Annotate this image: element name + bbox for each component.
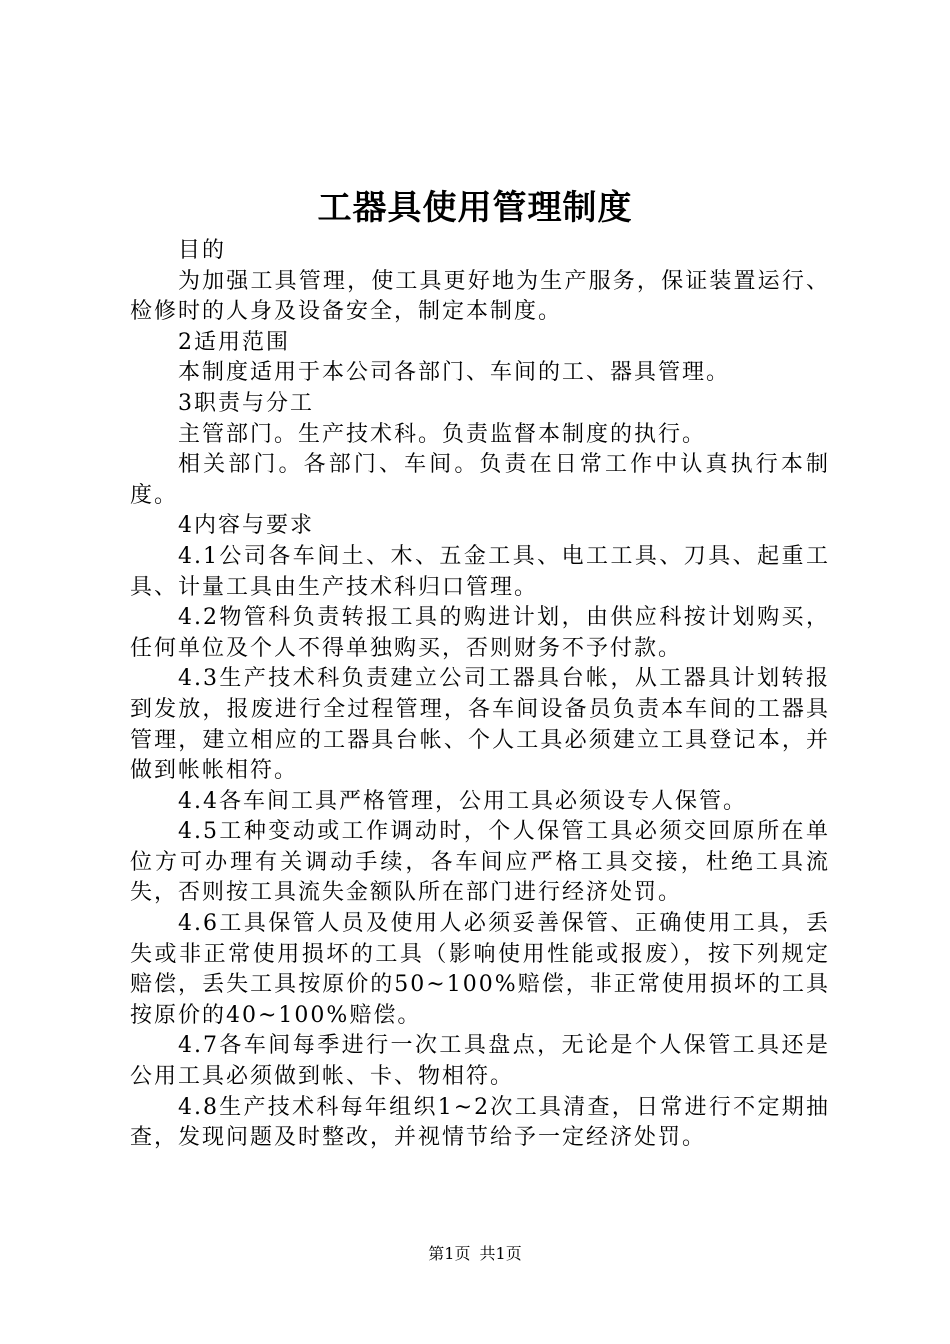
document-title: 工器具使用管理制度 bbox=[317, 188, 633, 228]
paragraph-item-4-6: 4.6工具保管人员及使用人必须妥善保管、正确使用工具，丢失或非正常使用损坏的工具（影响使用性能或报废），按下列规定赔偿，丢失工具按原价的50~100%赔偿，非正常使用损坏的工具按原价的40~100%赔偿。 bbox=[130, 911, 830, 1028]
paragraph-item-4-1: 4.1公司各车间土、木、五金工具、电工工具、刀具、起重工具、计量工具由生产技术科归口管理。 bbox=[130, 543, 830, 600]
paragraph-item-4-8: 4.8生产技术科每年组织1~2次工具清查，日常进行不定期抽查，发现问题及时整改，并视情节给予一定经济处罚。 bbox=[130, 1094, 830, 1151]
paragraph-item-4-5: 4.5工种变动或工作调动时，个人保管工具必须交回原所在单位方可办理有关调动手续，各车间应严格工具交接，杜绝工具流失，否则按工具流失金额队所在部门进行经济处罚。 bbox=[130, 819, 830, 906]
paragraph-duties-main: 主管部门。生产技术科。负责监督本制度的执行。 bbox=[178, 421, 707, 447]
paragraph-item-4-7: 4.7各车间每季进行一次工具盘点，无论是个人保管工具还是公用工具必须做到帐、卡、物相符。 bbox=[130, 1033, 830, 1090]
paragraph-purpose-heading: 目的 bbox=[178, 238, 227, 263]
paragraph-duties-heading: 3职责与分工 bbox=[178, 390, 314, 416]
paragraph-purpose-text: 为加强工具管理，使工具更好地为生产服务，保证装置运行、检修时的人身及设备安全，制定本制度。 bbox=[130, 268, 830, 325]
page-footer bbox=[0, 1244, 950, 1264]
paragraph-content-heading: 4内容与要求 bbox=[178, 513, 314, 539]
paragraph-scope-text: 本制度适用于本公司各部门、车间的工、器具管理。 bbox=[178, 360, 731, 386]
paragraph-item-4-3: 4.3生产技术科负责建立公司工器具台帐，从工器具计划转报到发放，报废进行全过程管理，各车间设备员负责本车间的工器具管理，建立相应的工器具台帐、个人工具必须建立工具登记本，并做到帐帐相符。 bbox=[130, 666, 830, 784]
document-body bbox=[130, 236, 830, 1154]
page-number: 第1页 bbox=[428, 1244, 471, 1263]
paragraph-duties-related: 相关部门。各部门、车间。负责在日常工作中认真执行本制度。 bbox=[130, 452, 830, 508]
paragraph-item-4-4: 4.4各车间工具严格管理，公用工具必须设专人保管。 bbox=[178, 788, 747, 814]
paragraph-scope-heading: 2适用范围 bbox=[178, 329, 290, 355]
page-total: 共1页 bbox=[479, 1244, 522, 1263]
paragraph-item-4-2: 4.2物管科负责转报工具的购进计划，由供应科按计划购买，任何单位及个人不得单独购买，否则财务不予付款。 bbox=[130, 605, 830, 661]
